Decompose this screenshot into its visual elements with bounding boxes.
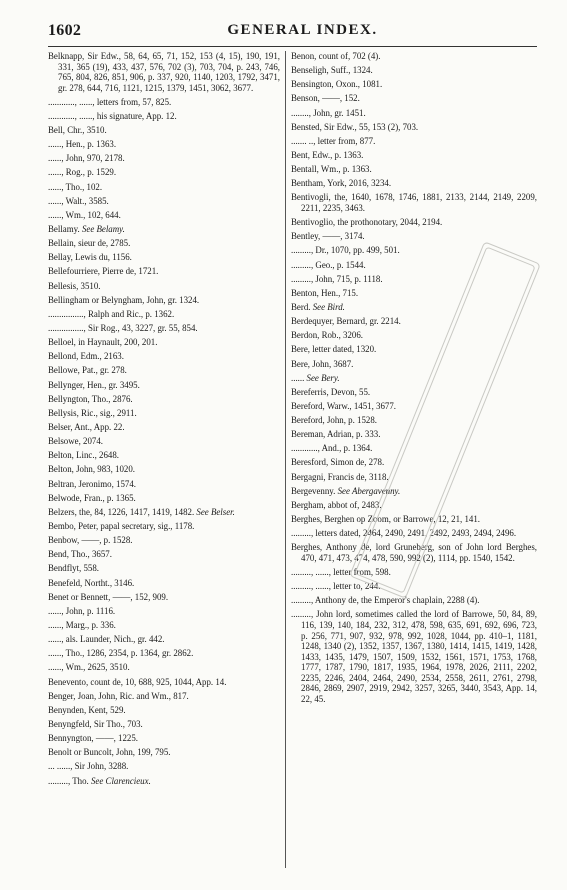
index-entry: [48, 634, 280, 645]
entry-text: ............, ......, his signature, App. 12.: [48, 110, 177, 121]
entry-text: Bensington, Oxon., 1081.: [291, 79, 383, 90]
entry-text: ........., Geo., p. 1544.: [291, 259, 366, 270]
index-entry: [291, 486, 537, 497]
entry-text: Benet or Bennett, ——, 152, 909.: [48, 591, 169, 602]
index-entry: [291, 302, 537, 313]
running-head: GENERAL INDEX.: [227, 22, 378, 38]
index-entry: [291, 79, 537, 90]
entry-text: Bellysis, Ric., sig., 2911.: [48, 407, 137, 418]
index-entry: [48, 153, 280, 164]
entry-text: Bell, Chr., 3510.: [48, 125, 107, 136]
index-entry: [48, 549, 280, 560]
index-entry: [48, 507, 280, 518]
entry-text: Bellingham or Belyngham, John, gr. 1324.: [48, 294, 200, 305]
cross-reference: See Bery.: [306, 372, 340, 383]
index-entry: [291, 108, 537, 119]
entry-text: Benynden, Kent, 529.: [48, 704, 126, 715]
entry-text: ........., letters dated, 2464, 2490, 2491, 2492, 2493, 2494, 2496.: [291, 528, 517, 539]
index-column-right: [291, 51, 540, 708]
entry-text: ........., Tho.: [48, 775, 91, 786]
index-entry: [48, 210, 280, 221]
index-entry: [48, 394, 280, 405]
entry-text: Bellefourriere, Pierre de, 1721.: [48, 266, 159, 277]
index-entry: [48, 323, 280, 334]
index-entry: [48, 677, 280, 688]
index-entry: [291, 344, 537, 355]
entry-text: ....... .., letter from, 877.: [291, 135, 376, 146]
index-entry: [48, 238, 280, 249]
index-entry: [291, 260, 537, 271]
entry-text: Bendflyt, 558.: [48, 563, 100, 574]
index-entry: [291, 443, 537, 454]
entry-text: ......, Tho., 1286, 2354, p. 1364, gr. 2862.: [48, 648, 194, 659]
page-header: [48, 22, 537, 42]
index-entry: [291, 528, 537, 539]
entry-text: ......: [291, 372, 307, 383]
entry-text: Benseligh, Suff., 1324.: [291, 65, 373, 76]
index-column-left: [48, 51, 283, 790]
entry-text: Berd.: [291, 301, 313, 312]
index-entry: [48, 436, 280, 447]
index-entry: [291, 93, 537, 104]
entry-text: ......, Wm., 102, 644.: [48, 209, 121, 220]
index-entry: [48, 578, 280, 589]
index-entry: [291, 415, 537, 426]
entry-text: Belknapp, Sir Edw., 58, 64, 65, 71, 152, 153 (4, 15), 190, 191, 331, 365 (19), 433, 437, 576, 702 (3), 703, 704, p. 243, 746, 765, 804, 826, 851, 906, p. 337, 920, 1140, 1203, 1792, 3471, gr. 278, 644, 716, 1121, 1215, 1379, 1451, 3062, 3677.: [48, 51, 283, 93]
entry-text: Bereford, John, p. 1528.: [291, 415, 378, 426]
entry-text: ......, Tho., 102.: [48, 181, 103, 192]
entry-text: Benolt or Buncolt, John, 199, 795.: [48, 747, 171, 758]
entry-text: Bellowe, Pat., gr. 278.: [48, 365, 127, 376]
cross-reference: See Belser.: [196, 506, 235, 517]
entry-text: ......, Rog., p. 1529.: [48, 167, 117, 178]
cross-reference: See Abergavenny.: [337, 485, 401, 496]
index-entry: [291, 472, 537, 483]
index-entry: [48, 167, 280, 178]
index-entry: [48, 733, 280, 744]
entry-text: Bellyngton, Tho., 2876.: [48, 393, 133, 404]
entry-text: Bereford, Warw., 1451, 3677.: [291, 400, 397, 411]
entry-text: ......, Wm., 2625, 3510.: [48, 662, 130, 673]
entry-text: Bereferris, Devon, 55.: [291, 386, 371, 397]
entry-text: Bent, Edw., p. 1363.: [291, 149, 364, 160]
page-number: 1602: [48, 22, 82, 39]
entry-text: ........., John lord, sometimes called the lord of Barrowe, 50, 84, 89, 116, 139, 140, 184, 232, 312, 478, 598, 635, 691, 692, 696, 723, p. 256, 771, 907, 932, 978, 992, 1028, 1044, pp. 410–1, 1181, 1248, 1340 (2), 1352, 1357, 1367, 1380, 1414, 1415, 1419, 1428, 1433, 1435, 1479, 1507, 1509, 1532, 1561, 1571, 1753, 1768, 1777, 1787, 1790, 1817, 1935, 1964, 1978, 2026, 2111, 2202, 2235, 2246, 2404, 2464, 2490, 2534, 2558, 2611, 2761, 2798, 2846, 2869, 2907, 2919, 2942, 3257, 3265, 3440, 3543, App. 14, 22, 45.: [291, 609, 540, 704]
entry-text: Bentivoglio, the prothonotary, 2044, 2194.: [291, 217, 443, 228]
index-entry: [291, 192, 540, 213]
index-entry: [291, 51, 537, 62]
index-entry: [48, 125, 280, 136]
index-entry: [291, 401, 537, 412]
entry-text: Benefeld, Northt., 3146.: [48, 577, 135, 588]
entry-text: Bentall, Wm., p. 1363.: [291, 164, 372, 175]
index-entry: [291, 245, 537, 256]
entry-text: Bereman, Adrian, p. 333.: [291, 429, 381, 440]
index-entry: [48, 535, 280, 546]
index-entry: [48, 719, 280, 730]
entry-text: Belzers, the, 84, 1226, 1417, 1419, 1482.: [48, 506, 197, 517]
index-entry: [48, 97, 280, 108]
index-entry: [291, 288, 537, 299]
index-entry: [48, 493, 280, 504]
entry-text: Bembo, Peter, papal secretary, sig., 1178.: [48, 521, 195, 531]
entry-text: Belsowe, 2074.: [48, 436, 103, 447]
index-entry: [48, 252, 280, 263]
entry-text: Bere, letter dated, 1320.: [291, 344, 377, 355]
entry-text: Bellynger, Hen., gr. 3495.: [48, 379, 140, 390]
entry-text: Bennyngton, ——, 1225.: [48, 733, 138, 744]
entry-text: Belton, John, 983, 1020.: [48, 464, 136, 475]
index-entry: [48, 196, 280, 207]
entry-text: ................, Ralph and Ric., p. 1362.: [48, 308, 175, 319]
entry-text: Bere, John, 3687.: [291, 358, 354, 369]
index-entry: [48, 521, 280, 532]
index-entry: [291, 122, 537, 133]
index-entry: [48, 295, 280, 306]
index-entry: [48, 648, 280, 659]
entry-text: Bentivogli, the, 1640, 1678, 1746, 1881, 2133, 2144, 2149, 2209, 2211, 2235, 3463.: [291, 192, 540, 213]
entry-text: Berdon, Rob., 3206.: [291, 330, 363, 341]
entry-text: ............, And., p. 1364.: [291, 443, 373, 454]
index-entry: [291, 274, 537, 285]
entry-text: Beltran, Jeronimo, 1574.: [48, 478, 136, 489]
entry-text: Belser, Ant., App. 22.: [48, 422, 125, 433]
index-entry: [291, 136, 537, 147]
entry-text: Benyngfeld, Sir Tho., 703.: [48, 718, 143, 729]
index-entry: [291, 429, 537, 440]
entry-text: Belton, Linc., 2648.: [48, 450, 119, 461]
entry-text: ........., John, 715, p. 1118.: [291, 273, 383, 284]
index-entry: [48, 606, 280, 617]
index-entry: [291, 178, 537, 189]
entry-text: Berghes, Berghen op Zoom, or Barrowe, 12, 21, 141.: [291, 514, 480, 525]
entry-text: ......, John, p. 1116.: [48, 605, 116, 616]
index-entry: [48, 111, 280, 122]
index-entry: [291, 330, 537, 341]
index-entry: [291, 581, 537, 592]
index-entry: [48, 422, 280, 433]
entry-text: ......, Marg., p. 336.: [48, 619, 116, 630]
entry-text: Bentley, ——, 3174.: [291, 231, 365, 242]
entry-text: Bensted, Sir Edw., 55, 153 (2), 703.: [291, 121, 419, 132]
cross-reference: See Clarencieux.: [90, 775, 151, 786]
entry-text: ................, Sir Rog., 43, 3227, gr. 55, 854.: [48, 323, 198, 334]
index-entry: [48, 182, 280, 193]
index-entry: [48, 620, 280, 631]
index-entry: [48, 309, 280, 320]
index-entry: [48, 747, 280, 758]
index-entry: [291, 65, 537, 76]
entry-text: ... ......, Sir John, 3288.: [48, 761, 129, 772]
header-rule: [48, 46, 537, 47]
index-entry: [48, 365, 280, 376]
entry-text: Bentham, York, 2016, 3234.: [291, 178, 392, 189]
entry-text: Benevento, count de, 10, 688, 925, 1044, App. 14.: [48, 676, 227, 687]
entry-text: ......, Walt., 3585.: [48, 195, 109, 206]
index-entry: [291, 231, 537, 242]
entry-text: Berghes, Anthony de, lord Gruneberg, son of John lord Berghes, 470, 471, 473, 474, 478, 590, 992 (2), 1114, pp. 1540, 1542.: [291, 542, 540, 563]
entry-text: Benbow, ——, p. 1528.: [48, 535, 133, 546]
entry-text: Belwode, Fran., p. 1365.: [48, 492, 136, 503]
entry-text: ........., ......, letter to, 244.: [291, 581, 381, 592]
entry-text: Belloel, in Haynault, 200, 201.: [48, 337, 158, 348]
entry-text: ........., ......, letter from, 598.: [291, 567, 391, 578]
cross-reference: See Bird.: [312, 301, 345, 312]
index-entry: [48, 662, 280, 673]
index-entry: [48, 563, 280, 574]
index-entry: [291, 373, 537, 384]
entry-text: Benon, count of, 702 (4).: [291, 51, 381, 61]
index-entry: [48, 337, 280, 348]
index-entry: [48, 450, 280, 461]
entry-text: Benton, Hen., 715.: [291, 287, 359, 298]
index-entry: [48, 266, 280, 277]
index-entry: [291, 150, 537, 161]
index-entry: [48, 592, 280, 603]
column-divider: [285, 51, 286, 868]
cross-reference: See Belamy.: [81, 224, 125, 235]
entry-text: ......, John, 970, 2178.: [48, 153, 125, 164]
index-entry: [291, 500, 537, 511]
index-entry: [48, 380, 280, 391]
index-entry: [291, 387, 537, 398]
index-entry: [48, 691, 280, 702]
index-entry: [291, 164, 537, 175]
entry-text: Bergagni, Francis de, 3118.: [291, 471, 389, 482]
entry-text: Bellamy.: [48, 224, 82, 235]
entry-text: Bellond, Edm., 2163.: [48, 351, 124, 362]
entry-text: Bergevenny.: [291, 485, 338, 496]
index-entry: [291, 316, 537, 327]
entry-text: Bellay, Lewis du, 1156.: [48, 252, 132, 263]
index-entry: [48, 479, 280, 490]
index-entry: [48, 281, 280, 292]
index-entry: [291, 595, 537, 606]
index-entry: [48, 351, 280, 362]
index-entry: [291, 457, 537, 468]
entry-text: Bend, Tho., 3657.: [48, 549, 112, 560]
index-entry: [291, 514, 537, 525]
entry-text: Bellain, sieur de, 2785.: [48, 238, 131, 249]
index-entry: [48, 761, 280, 772]
index-entry: [291, 567, 537, 578]
entry-text: Benson, ——, 152.: [291, 93, 360, 104]
index-entry: [48, 224, 280, 235]
entry-text: Bellesis, 3510.: [48, 280, 101, 291]
entry-text: ............, ......, letters from, 57, 825.: [48, 96, 172, 107]
index-entry: [291, 217, 537, 228]
index-entry: [48, 51, 283, 93]
index-entry: [291, 542, 540, 563]
entry-text: ........, John, gr. 1451.: [291, 107, 366, 118]
index-entry: [291, 609, 540, 704]
entry-text: Beresford, Simon de, 278.: [291, 457, 385, 468]
index-entry: [48, 705, 280, 716]
index-entry: [291, 359, 537, 370]
entry-text: ......, Hen., p. 1363.: [48, 139, 117, 150]
entry-text: ........., Dr., 1070, pp. 499, 501.: [291, 245, 400, 256]
entry-text: ......, als. Launder, Nich., gr. 442.: [48, 634, 165, 645]
entry-text: Berdequyer, Bernard, gr. 2214.: [291, 316, 401, 327]
entry-text: Bergham, abbot of, 2483.: [291, 499, 382, 510]
index-entry: [48, 776, 280, 787]
index-entry: [48, 139, 280, 150]
entry-text: ........., Anthony de, the Emperor's chaplain, 2288 (4).: [291, 595, 480, 606]
index-entry: [48, 408, 280, 419]
entry-text: Benger, Joan, John, Ric. and Wm., 817.: [48, 690, 189, 701]
index-entry: [48, 464, 280, 475]
